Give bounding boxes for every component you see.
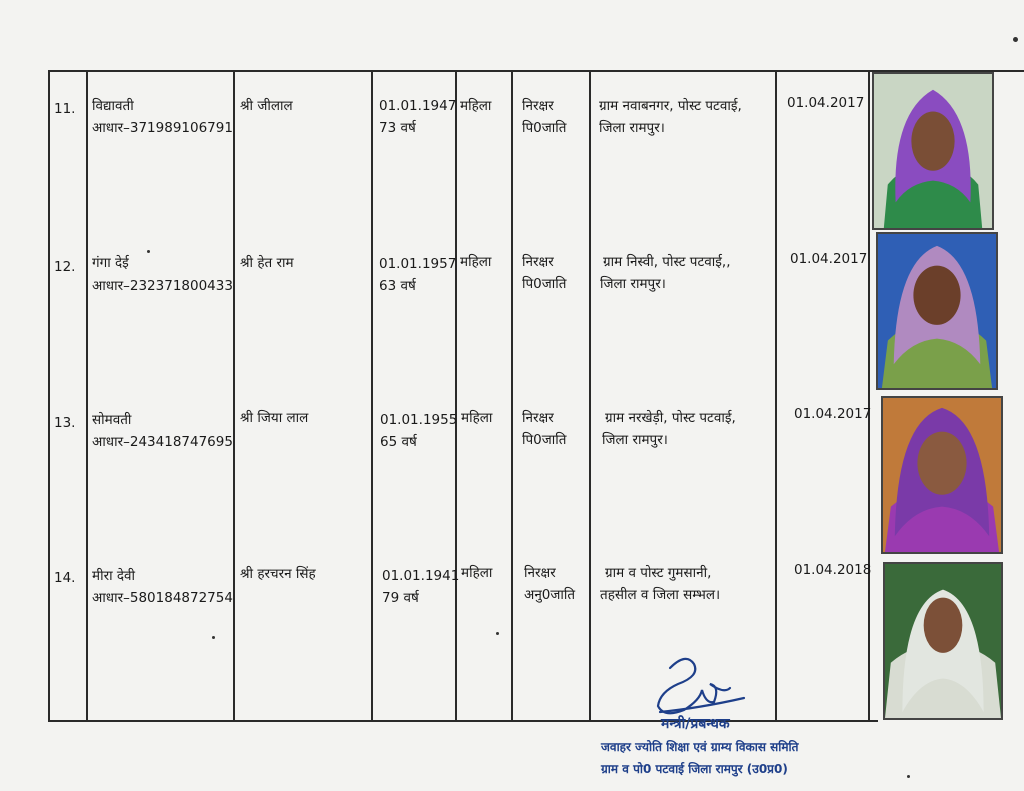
father-name: श्री जीलाल	[240, 98, 293, 114]
col-border	[868, 70, 870, 721]
serial-number: 11.	[54, 101, 76, 117]
address-line-1: ग्राम नवाबनगर, पोस्ट पटवाई,	[599, 98, 742, 114]
organisation-address: ग्राम व पो0 पटवाई जिला रामपुर (उ0प्र0)	[601, 762, 788, 776]
beneficiary-name: मीरा देवी	[92, 568, 136, 584]
father-name: श्री जिया लाल	[240, 410, 309, 426]
signatory-title: मन्त्री/प्रबन्धक	[661, 716, 730, 732]
col-border	[775, 70, 777, 721]
photo-face	[917, 432, 966, 495]
serial-number: 13.	[54, 415, 76, 431]
scan-speck	[496, 632, 499, 635]
literacy: निरक्षर	[522, 254, 554, 270]
beneficiary-name: विद्यावती	[92, 98, 134, 114]
gender: महिला	[461, 565, 493, 581]
date-of-birth: 01.01.1947	[379, 98, 457, 114]
aadhaar-number: आधार–232371800433	[92, 278, 233, 294]
serial-number: 14.	[54, 570, 76, 586]
date-of-birth: 01.01.1941	[382, 568, 460, 584]
date-of-birth: 01.01.1955	[380, 412, 458, 428]
col-border	[48, 70, 50, 721]
enrolment-date: 01.04.2017	[794, 406, 872, 422]
beneficiary-photo	[872, 72, 994, 230]
scan-speck	[907, 775, 910, 778]
enrolment-date: 01.04.2018	[794, 562, 872, 578]
serial-number: 12.	[54, 259, 76, 275]
scan-speck	[1013, 37, 1018, 42]
literacy: निरक्षर	[524, 565, 556, 581]
caste: अनु0जाति	[524, 587, 576, 603]
col-border	[371, 70, 373, 721]
father-name: श्री हेत राम	[240, 255, 294, 271]
aadhaar-number: आधार–371989106791	[92, 120, 233, 136]
literacy: निरक्षर	[522, 98, 554, 114]
col-border	[511, 70, 513, 721]
caste: पि0जाति	[522, 276, 567, 292]
gender: महिला	[460, 98, 492, 114]
aadhaar-number: आधार–243418747695	[92, 434, 233, 450]
address-line-2: जिला रामपुर।	[600, 276, 666, 292]
gender: महिला	[460, 254, 492, 270]
col-border	[455, 70, 457, 721]
father-name: श्री हरचरन सिंह	[240, 566, 316, 582]
organisation-name: जवाहर ज्योति शिक्षा एवं ग्राम्य विकास समिति	[601, 740, 799, 754]
address-line-1: ग्राम नरखेड़ी, पोस्ट पटवाई,	[605, 410, 736, 426]
aadhaar-number: आधार–580184872754	[92, 590, 233, 606]
photo-face	[911, 112, 954, 171]
age: 63 वर्ष	[379, 278, 416, 294]
beneficiary-photo	[881, 396, 1003, 554]
address-line-2: जिला रामपुर।	[599, 120, 665, 136]
scan-speck	[212, 636, 215, 639]
col-border	[86, 70, 88, 721]
gender: महिला	[461, 410, 493, 426]
address-line-2: तहसील व जिला सम्भल।	[600, 587, 721, 603]
col-border	[589, 70, 591, 721]
address-line-2: जिला रामपुर।	[602, 432, 668, 448]
photo-face	[924, 598, 963, 653]
beneficiary-name: सोमवती	[92, 412, 132, 428]
caste: पि0जाति	[522, 432, 567, 448]
age: 73 वर्ष	[379, 120, 416, 136]
address-line-1: ग्राम व पोस्ट गुमसानी,	[605, 565, 712, 581]
enrolment-date: 01.04.2017	[790, 251, 868, 267]
address-line-1: ग्राम निस्वी, पोस्ट पटवाई,,	[603, 254, 731, 270]
caste: पि0जाति	[522, 120, 567, 136]
col-border	[233, 70, 235, 721]
enrolment-date: 01.04.2017	[787, 95, 865, 111]
table-bottom-border	[48, 720, 878, 722]
scan-speck	[147, 250, 150, 253]
signature	[640, 650, 750, 722]
beneficiary-photo	[876, 232, 998, 390]
age: 79 वर्ष	[382, 590, 419, 606]
beneficiary-photo	[883, 562, 1003, 720]
beneficiary-name: गंगा देई	[92, 255, 129, 271]
photo-face	[913, 266, 960, 325]
date-of-birth: 01.01.1957	[379, 256, 457, 272]
age: 65 वर्ष	[380, 434, 417, 450]
literacy: निरक्षर	[522, 410, 554, 426]
